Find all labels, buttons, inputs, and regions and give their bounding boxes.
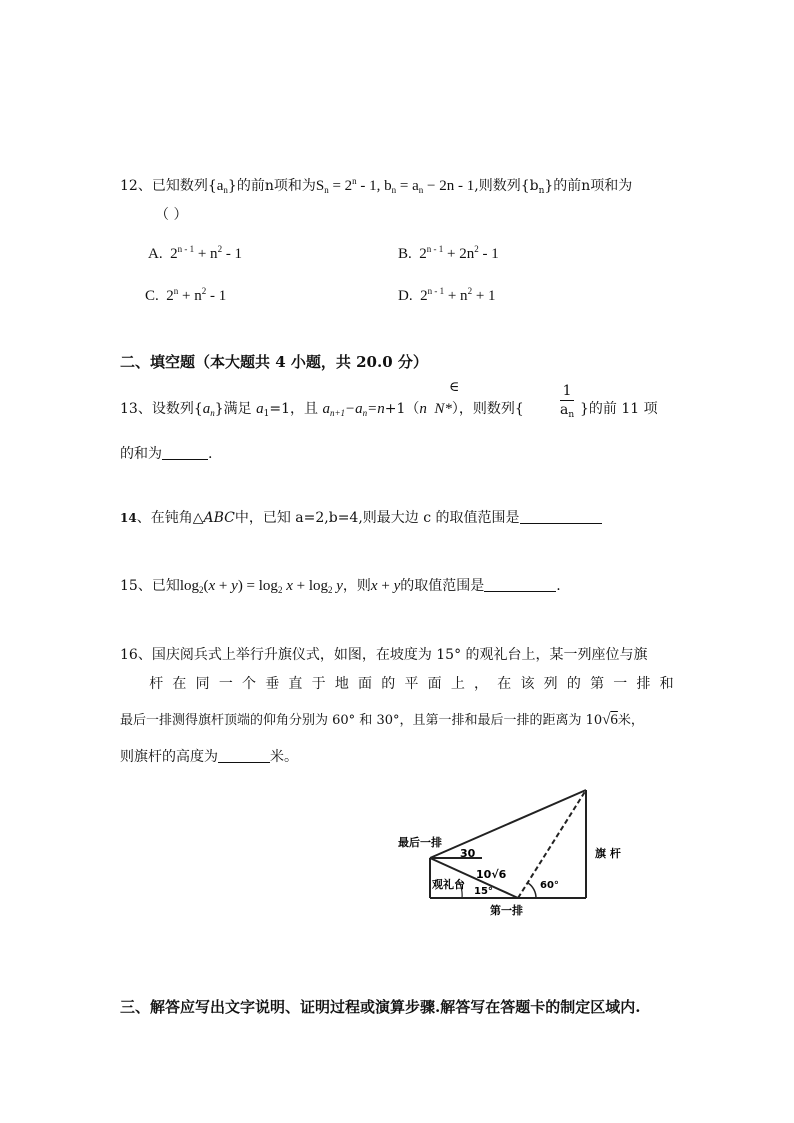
flagpole-figure: [390, 780, 640, 920]
question-14: 14、在钝角△ABC中，已知 a=2,b=4,则最大边 c 的取值范围是: [120, 508, 602, 528]
option-d: D. $2^{n - 1} + n^2 + 1$: [398, 286, 496, 304]
option-c: C. $2^n + n^2 - 1$: [145, 286, 227, 304]
answer-blank-13[interactable]: [162, 445, 208, 460]
answer-blank-14[interactable]: [520, 509, 602, 524]
question-15: 15、已知$\log_2(x + y) = \log_2 x + \log_2 y$，则x + y的取值范围是 .: [120, 578, 561, 595]
angle-arc-60: [528, 883, 536, 898]
question-13-line-2: 的和为 .: [120, 446, 213, 462]
label-distance: 10√6: [476, 868, 507, 881]
label-first-row: 第一排: [490, 904, 523, 917]
label-pole: 旗 杆: [595, 847, 621, 860]
option-b: B. $2^{n - 1} + 2n^2 - 1$: [398, 244, 499, 262]
question-16-line-3: 最后一排测得旗杆顶端的仰角分别为 60° 和 30°，且第一排和最后一排的距离为 10√6米，: [120, 712, 644, 728]
answer-blank-16[interactable]: [218, 748, 270, 763]
section-3-heading: 三、解答应写出文字说明、证明过程或演算步骤.解答写在答题卡的制定区域内.: [120, 998, 641, 1016]
label-angle-60: 60°: [540, 880, 559, 891]
label-last-row: 最后一排: [398, 836, 442, 849]
label-platform: 观礼台: [432, 878, 465, 891]
label-angle-15: 15°: [474, 886, 493, 897]
question-12-stem: 12、已知数列$\{a_n\}$的前n项和为$S_n = 2^n - 1$, $b_n = a_n - 2n - 1$,则数列$\{b_n\}$的前n项和为: [120, 176, 633, 196]
question-16-line-1: 16、国庆阅兵式上举行升旗仪式，如图，在坡度为 15° 的观礼台上，某一列座位与旗: [120, 647, 648, 663]
question-13-tail: }的前 11 项: [580, 401, 658, 417]
fraction-1-over-an: $\frac{1}{a_n}$: [560, 383, 575, 420]
question-16-line-2: 杆 在 同 一 个 垂 直 于 地 面 的 平 面 上 ， 在 该 列 的 第 一 排 和: [149, 676, 674, 692]
question-13-line-1: 13、设数列$\{a_n\}$满足 $a_1=1$，且 $a_{n+1}-a_n=n+1(n$ N*），则数列{: [120, 401, 524, 419]
section-2-heading: 二、填空题（本大题共 4 小题，共 20.0 分）: [120, 353, 428, 371]
answer-blank-15[interactable]: [484, 577, 556, 592]
question-16-line-4: 则旗杆的高度为 米。: [120, 749, 298, 765]
label-angle-30: 30: [460, 847, 476, 860]
question-12-paren: （ ）: [155, 207, 188, 223]
sight-line-30: [430, 790, 586, 858]
element-of-symbol: ∈: [449, 379, 460, 395]
option-a: A. $2^{n - 1} + n^2 - 1$: [148, 244, 243, 262]
